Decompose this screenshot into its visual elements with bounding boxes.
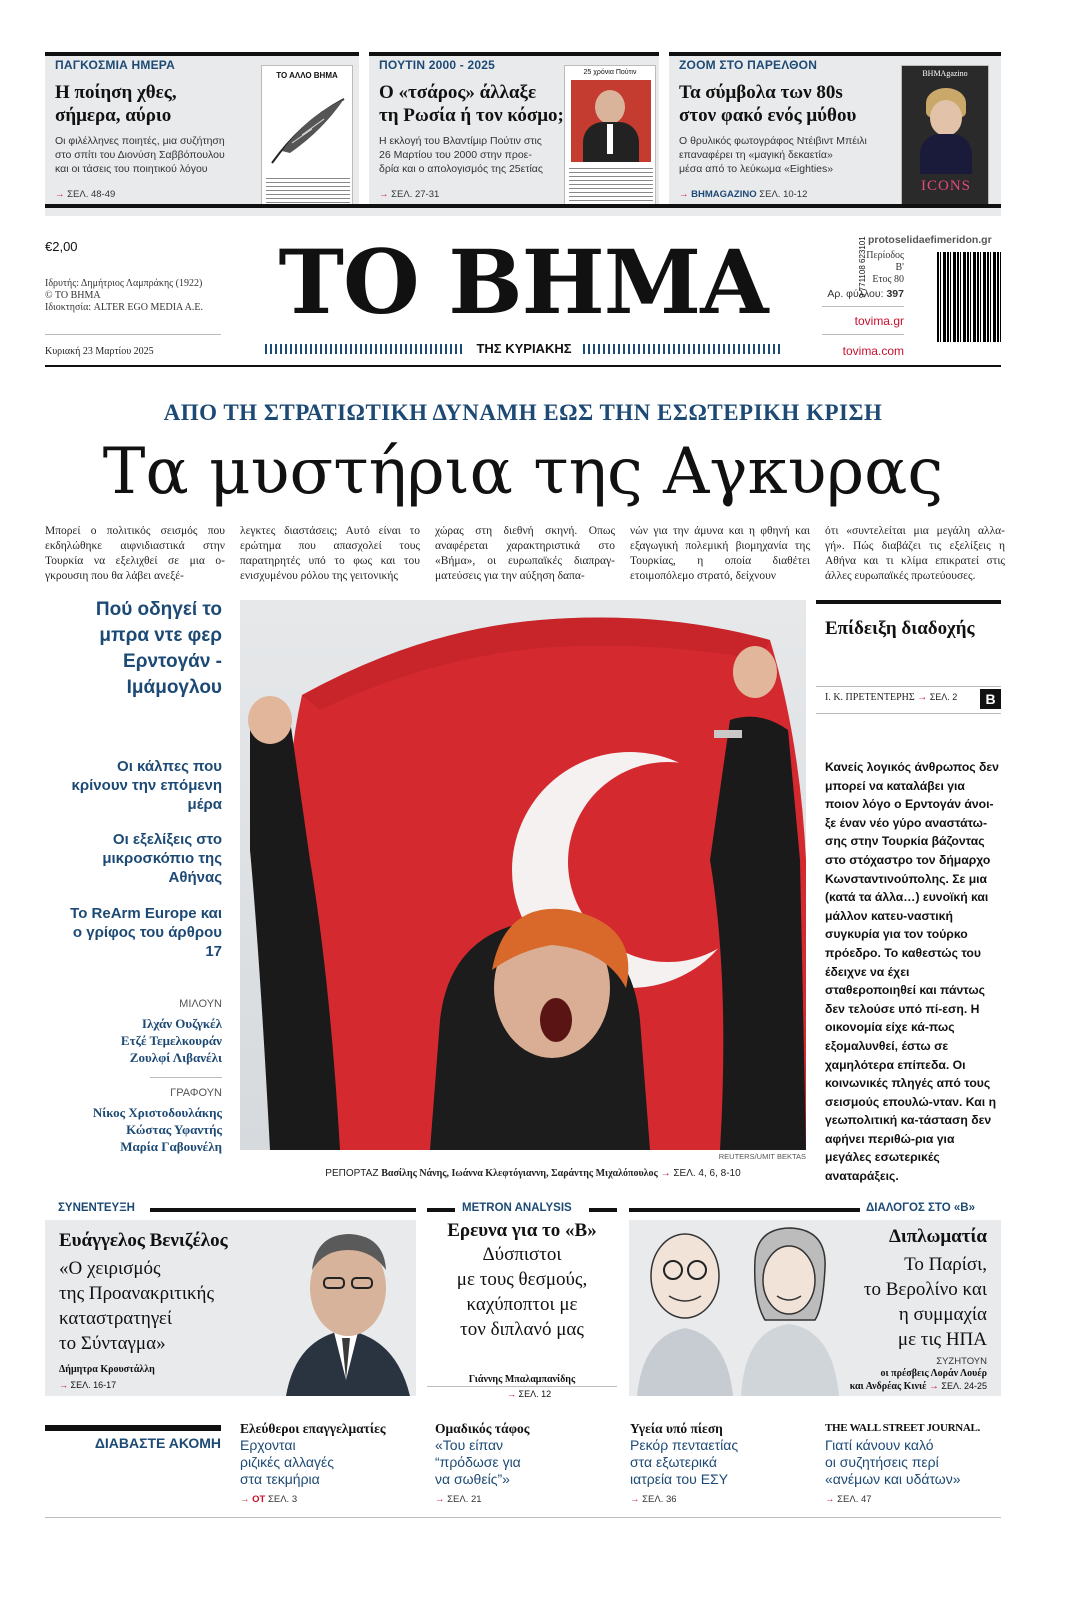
promo-kicker: ΠΑΓΚΟΣΜΙΑ ΗΜΕΡΑ	[55, 58, 175, 72]
promo-poetry[interactable]	[45, 52, 359, 207]
promo-headline: Ο «τσάρος» άλλαξε τη Ρωσία ή τον κόσμο;	[379, 82, 564, 126]
readmore-item[interactable]: Ομαδικός τάφος «Του είπαν “πρόδωσε για να σωθείς”» → ΣΕΛ. 21	[435, 1421, 530, 1505]
reporters-line: ΡΕΠΟΡΤΑΖ Βασίλης Νάνης, Ιωάννα Κλεφτόγιαννη, Σαράντης Μιχαλόπουλος → ΣΕΛ. 4, 6, 8-10	[325, 1168, 741, 1179]
left-rule	[45, 334, 221, 335]
main-kicker: ΑΠΟ ΤΗ ΣΤΡΑΤΙΩΤΙΚΗ ΔΥΝΑΜΗ ΕΩΣ ΤΗΝ ΕΣΩΤΕΡΙΚΗ ΚΡΙΣΗ	[163, 400, 883, 425]
issue-number: Αρ. φύλλου: 397	[827, 288, 904, 300]
site-link-gr[interactable]: tovima.gr	[854, 314, 904, 328]
speakers-label: ΜΙΛΟΥΝ	[179, 998, 222, 1010]
editorial-badge: B	[980, 689, 1001, 709]
dialogue-title: Διπλωματία	[888, 1226, 987, 1247]
interview-author: Δήμητρα Κρουστάλλη	[59, 1364, 155, 1375]
dialogue-talkers: οι πρέσβεις Λοράν Λουέρ και Ανδρέας Κινιέ → ΣΕΛ. 24-25	[849, 1368, 987, 1392]
main-headline: Τα μυστήρια της Αγκυρας	[102, 435, 944, 509]
readmore-item[interactable]: Ελεύθεροι επαγγελματίες Ερχονται ριζικές αλλαγές στα τεκμήρια → ΟΤ ΣΕΛ. 3	[240, 1421, 386, 1505]
dialogue-text: Το Παρίσι, το Βερολίνο και η συμμαχία με τις ΗΠΑ	[863, 1254, 987, 1350]
promo-description: Οι φιλέλληνες ποιητές, μια συζήτηση στο σπίτι του Διονύση Σαββόπουλου και οι τάσεις του ποιητικού λόγου	[55, 135, 225, 175]
promo-page-ref: → ΒΗΜΑGAZINO ΣΕΛ. 10-12	[679, 189, 808, 200]
promo-putin[interactable]	[369, 52, 659, 207]
article-column-1: Μπορεί ο πολιτικός σεισμός που εκδηλώθηκε αιφνιδιαστικά στην Τουρκία να εξελιχθεί σε μια ο-γκρουσιη που θα λάβει ανεξέ-	[45, 525, 225, 582]
promo-page-ref: → ΣΕΛ. 27-31	[379, 189, 440, 200]
side-item-athens[interactable]: Οι εξελίξεις στο μικροσκόπιο της Αθήνας	[102, 831, 222, 886]
promo-thumbnail	[261, 65, 353, 207]
thumb-textlines	[569, 168, 653, 204]
right-rule-1	[822, 306, 904, 307]
metron-label: METRON ANALYSIS	[462, 1202, 572, 1214]
interview-quote: «Ο χειρισμός της Προανακριτικής καταστρατηγεί το Σύνταγμα»	[59, 1258, 214, 1354]
dialogue-label: ΔΙΑΛΟΓΟΣ ΣΤΟ «Β»	[866, 1202, 975, 1214]
price: €2,00	[45, 239, 78, 254]
editorial-rule-2	[816, 713, 1001, 714]
side-lead[interactable]: Πού οδηγεί το μπρα ντε φερ Ερντογάν - Ιμάμογλου	[95, 599, 222, 698]
promo-kicker: ΖΟΟΜ ΣΤΟ ΠΑΡΕΛΘΟΝ	[679, 58, 818, 72]
article-column-2: λεγκτες διαστάσεις; Αυτό είναι το ερώτημα που απασχολεί τους παρατηρητές υπό το φως και του ενισχυμένου ρόλου της γειτονικής	[240, 525, 420, 582]
interview-name: Ευάγγελος Βενιζέλος	[59, 1230, 228, 1251]
side-item-polls[interactable]: Οι κάλπες που κρίνουν την επόμενη μέρα	[71, 758, 222, 813]
masthead-dash-left	[265, 344, 465, 354]
metron-author: Γιάννης Μπαλαμπανίδης	[468, 1374, 576, 1385]
masthead-title: ΤΟ ΒΗΜΑ	[278, 230, 768, 334]
site-link-com[interactable]: tovima.com	[842, 344, 904, 358]
writers-list: Νίκος Χριστοδουλάκης Κώστας Υφαντής Μαρία Γαβουνέλη	[92, 1105, 222, 1154]
barcode	[937, 252, 1001, 342]
article-column-5: ότι «συντελείται μια μεγάλη αλλα-γή». Πώς διαβάζει τις εξελίξεις η Αθήνα και τι κλίμα επικρατεί στις άλλες ευρωπαϊκές πρωτεύουσες.	[825, 525, 1005, 582]
watermark: protoselidaefimeridon.gr	[868, 234, 992, 246]
promo-kicker: ΠΟΥΤΙΝ 2000 - 2025	[379, 58, 495, 72]
readmore-label: ΔΙΑΒΑΣΤΕ ΑΚΟΜΗ	[94, 1435, 221, 1451]
readmore-item[interactable]: THE WALL STREET JOURNAL. Γιατί κάνουν καλό οι συζητήσεις περί «ανέμων και υδάτων» → ΣΕΛ. 47	[825, 1422, 981, 1505]
metron-panel[interactable]	[427, 1220, 617, 1396]
portrait-photo	[912, 84, 980, 174]
thumb-title: 25 χρόνια Πούτιν	[583, 69, 637, 76]
issue-date: Κυριακή 23 Μαρτίου 2025	[45, 346, 154, 357]
dialogue-talk-label: ΣΥΖΗΤΟΥΝ	[936, 1356, 987, 1367]
promo-page-ref: → ΣΕΛ. 48-49	[55, 189, 116, 200]
metron-footer-rule	[427, 1386, 617, 1387]
dialogue-illustration	[629, 1220, 859, 1396]
interview-label: ΣΥΝΕΝΤΕΥΞΗ	[58, 1202, 135, 1214]
photo-credit: REUTERS/UMIT BEKTAS	[718, 1152, 806, 1161]
editorial-text: Κανείς λογικός άνθρωπος δεν μπορεί να καταλάβει για ποιον λόγο ο Ερντογάν άνοι-ξε έναν νέο γύρο αναστάτω-σης στην Τουρκία βάζοντας στο στόχαστρο τον δήμαρχο Κωνσταντινούπολης. Σε μια (κατά τα άλλα…) ευνοϊκή και μάλλον κατευ-ναστική συγκυρία για τον τούρκο πρόεδρο. Το καθεστώς του έδειχνε να έχει σταθεροποιηθεί και πάντως δεν τελούσε υπό πί-εση. Η οικονομία είχε κά-πως εξομαλυνθεί, έστω σε χαμηλότερα επίπεδα. Οι κοινωνικές πληγές από τους σεισμούς επουλώ-νταν. Και η γεωπολιτική κα-τάσταση δεν αφήνει περιθώ-ρια για μεγάλες εσωτερικές αναταράξεις.	[825, 760, 999, 1184]
thumb-textlines	[266, 178, 350, 204]
editorial-title: Επίδειξη διαδοχής	[825, 618, 975, 639]
thumb-title: ΒΗΜΑgazino	[922, 69, 968, 78]
sidebar-divider	[150, 1077, 222, 1078]
editorial-byline: Ι. Κ. ΠΡΕΤΕΝΤΕΡΗΣ → ΣΕΛ. 2	[825, 692, 958, 703]
promo-headline: Η ποίηση χθες, σήμερα, αύριο	[55, 82, 177, 126]
main-photo	[240, 600, 806, 1150]
speakers-list: Ιλχάν Ουζγκέλ Ετζέ Τεμελκουράν Ζουλφί Λιβανέλι	[120, 1016, 222, 1065]
article-column-3: χώρας στη διεθνή σκηνή. Οπως αναφέρεται χαρακτηριστικά στο «Βήμα», οι ευρωπαϊκές διαπραγ-ματεύσεις για την αύξηση δαπα-	[435, 525, 615, 582]
masthead-bottom-rule	[45, 365, 1001, 367]
bottom-page-rule	[45, 1517, 1001, 1518]
article-column-4: νών για την άμυνα και η φθηνή και εξαγωγική πολεμική βιομηχανία της Τουρκίας, η οποία διαθέτει ετοιμοπόλεμο στρατό, δείχνουν	[630, 525, 810, 582]
editorial-top-rule	[816, 600, 1001, 604]
period-info: Περίοδος Β' Ετος 80	[866, 250, 904, 285]
readmore-rule	[45, 1425, 221, 1431]
masthead-dash-right	[583, 344, 783, 354]
metron-title: Ερευνα για το «Β»	[447, 1220, 597, 1241]
promo-headline: Τα σύμβολα των 80s στον φακό ενός μύθου	[679, 82, 857, 126]
interview-panel[interactable]	[45, 1220, 416, 1396]
promo-thumbnail	[564, 65, 656, 207]
promo-eighties[interactable]	[669, 52, 1001, 207]
writers-label: ΓΡΑΦΟΥΝ	[170, 1087, 222, 1099]
publisher-info: Ιδρυτής: Δημήτριος Λαμπράκης (1922) © ΤΟ ΒΗΜΑ Ιδιοκτησία: ALTER EGO MEDIA A.E.	[45, 278, 203, 313]
portrait-photo	[571, 80, 651, 162]
readmore-item[interactable]: Υγεία υπό πίεση Ρεκόρ πενταετίας στα εξωτερικά ιατρεία του ΕΣΥ → ΣΕΛ. 36	[630, 1421, 739, 1505]
side-item-rearm[interactable]: Το ReArm Europe και ο γρίφος του άρθρου 17	[70, 905, 222, 960]
editorial-rule	[816, 686, 1001, 687]
barcode-digits: 9 771108 623101	[858, 236, 867, 298]
metron-page: → ΣΕΛ. 12	[507, 1389, 552, 1399]
interview-page: → ΣΕΛ. 16-17	[59, 1380, 117, 1390]
dialogue-panel[interactable]	[629, 1220, 1001, 1396]
promo-description: Ο θρυλικός φωτογράφος Ντέιβιντ Μπέιλι επαναφέρει τη «μαγική δεκαετία» μέσα από το λεύκωμα «Eighties»	[679, 135, 867, 175]
thumb-cover-word: ICONS	[920, 178, 971, 194]
promo-description: Η εκλογή του Βλαντίμιρ Πούτιν στις 26 Μαρτίου του 2000 στην προε- δρία και ο απολογισμός της 25ετίας	[379, 135, 543, 175]
metron-text: Δύσπιστοι με τους θεσμούς, καχύποπτοι με τον διπλανό μας	[456, 1244, 588, 1340]
thumb-title: ΤΟ ΑΛΛΟ ΒΗΜΑ	[276, 71, 338, 80]
interview-portrait	[276, 1220, 416, 1396]
feather-icon	[262, 91, 352, 171]
masthead-subtitle: ΤΗΣ ΚΥΡΙΑΚΗΣ	[476, 341, 572, 356]
turkish-flag-photo	[240, 600, 806, 1150]
right-rule-2	[822, 334, 904, 335]
promo-thumbnail	[901, 65, 989, 207]
